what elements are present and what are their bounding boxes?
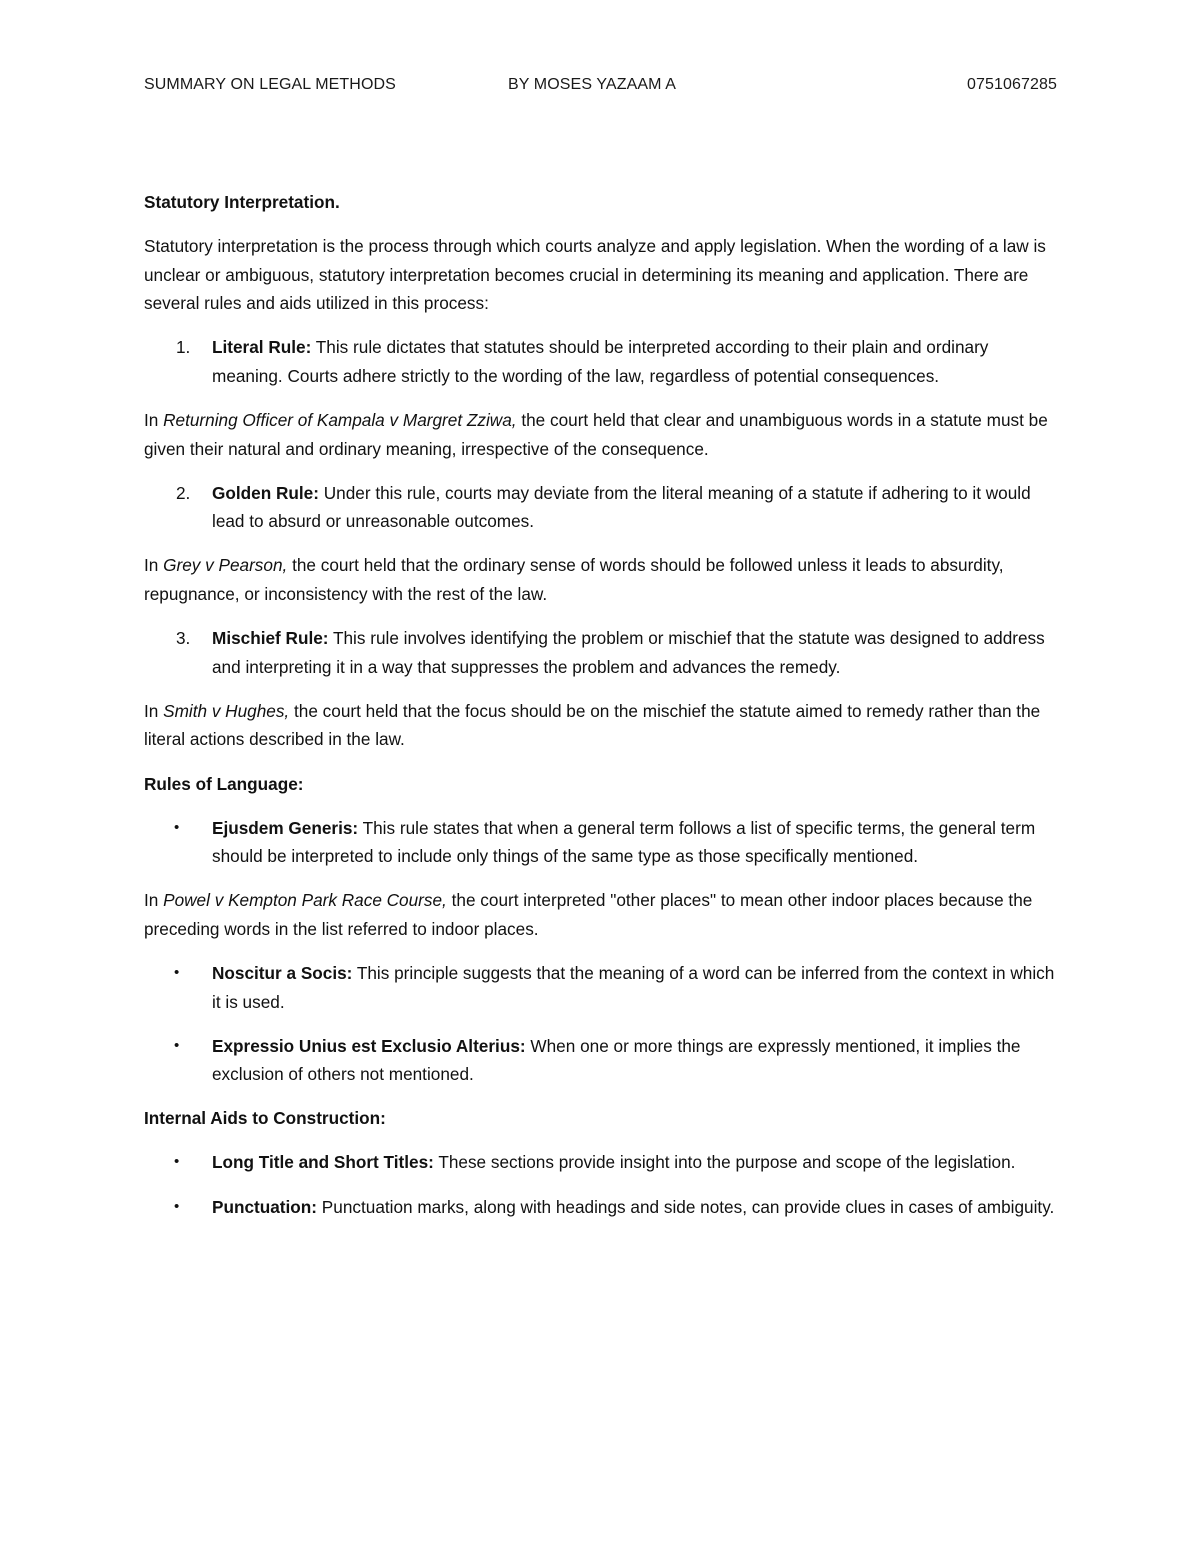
rule-term: Punctuation: (212, 1196, 318, 1217)
case-paragraph-golden (144, 551, 1059, 608)
rule-description: These sections provide insight into the purpose and scope of the legislation. (433, 1152, 1016, 1173)
rule-description: Under this rule, courts may deviate from the literal meaning of a statute if adhering to it would lead to absurd or unreasonable outcomes. (212, 482, 1031, 532)
rule-description: When one or more things are expressly mentioned, it implies the exclusion of others not mentioned. (212, 1035, 1021, 1085)
page-header (144, 76, 1057, 98)
rule-number: 1. (176, 337, 191, 358)
rule-term: Literal Rule: (212, 337, 312, 358)
rule-description: Punctuation marks, along with headings and side notes, can provide clues in cases of ambiguity. (317, 1196, 1055, 1217)
bullet-icon: • (174, 1197, 180, 1215)
case-holding: the court held that the ordinary sense of words should be followed unless it leads to absurdity, repugnance, or inconsistency with the rest of the law. (144, 555, 1004, 605)
rule-term: Long Title and Short Titles: (212, 1152, 434, 1173)
rule-item-literal (144, 333, 1059, 390)
bullet-icon: • (174, 818, 180, 836)
rule-term: Golden Rule: (212, 482, 319, 503)
case-prefix: In (144, 410, 164, 431)
rule-description: This rule dictates that statutes should be interpreted according to their plain and ordinary meaning. Courts adhere strictly to the wording of the law, regardless of potential consequences. (212, 337, 989, 386)
rule-term: Mischief Rule: (212, 628, 329, 649)
rule-term: Expressio Unius est Exclusio Alterius: (212, 1035, 526, 1056)
case-paragraph-mischief (144, 697, 1059, 754)
case-name: Smith v Hughes, (163, 700, 290, 721)
rule-item-mischief (144, 624, 1059, 681)
rule-term: Ejusdem Generis: (212, 817, 359, 838)
case-paragraph-literal (144, 406, 1059, 463)
section-title-rules-of-language: Rules of Language: (144, 773, 304, 794)
bullet-icon: • (174, 1153, 180, 1171)
section-title-statutory-interpretation: Statutory Interpretation. (144, 192, 340, 212)
case-holding: the court interpreted "other places" to mean other indoor places because the preceding words in the list referred to indoor places. (144, 890, 1033, 939)
case-holding: the court held that the focus should be on the mischief the statute aimed to remedy rather than the literal actions described in the law. (144, 700, 1041, 750)
bullet-icon: • (174, 963, 180, 981)
case-paragraph-ejusdem (144, 886, 1059, 943)
case-prefix: In (144, 890, 164, 911)
section-title-internal-aids: Internal Aids to Construction: (144, 1108, 386, 1129)
case-prefix: In (144, 555, 164, 576)
case-prefix: In (144, 700, 164, 721)
aid-item-titles (144, 1148, 1059, 1177)
header-phone: 0751067285 (967, 76, 1057, 93)
rule-description: This rule involves identifying the problem or mischief that the statute was designed to address and interpreting it in a way that suppresses the problem and advances the remedy. (212, 628, 1045, 677)
language-item-ejusdem-generis (144, 814, 1059, 871)
rule-item-golden (144, 479, 1059, 536)
rule-description: This rule states that when a general term follows a list of specific terms, the general term should be interpreted to include only things of the same type as those specifically mentioned. (212, 817, 1036, 867)
rule-number: 3. (176, 628, 191, 649)
language-item-expressio (144, 1032, 1059, 1089)
intro-paragraph: Statutory interpretation is the process through which courts analyze and apply legislation. When the wording of a law is unclear or ambiguous, statutory interpretation becomes crucial in determining its meaning and application. There are several rules and aids utilized in this process: (144, 236, 1046, 314)
case-name: Returning Officer of Kampala v Margret Zziwa, (163, 410, 517, 431)
document-body (144, 188, 1059, 1237)
rule-number: 2. (176, 482, 191, 503)
case-name: Grey v Pearson, (163, 555, 288, 576)
language-item-noscitur (144, 959, 1059, 1016)
case-name: Powel v Kempton Park Race Course, (163, 890, 447, 911)
rule-term: Noscitur a Socis: (212, 962, 353, 983)
rule-description: This principle suggests that the meaning of a word can be inferred from the context in which it is used. (212, 962, 1055, 1012)
header-author: BY MOSES YAZAAM A (508, 76, 676, 93)
header-title: SUMMARY ON LEGAL METHODS (144, 76, 396, 93)
case-holding: the court held that clear and unambiguous words in a statute must be given their natural and ordinary meaning, irrespective of the consequence. (144, 410, 1048, 459)
aid-item-punctuation (144, 1193, 1059, 1222)
bullet-icon: • (174, 1036, 180, 1054)
